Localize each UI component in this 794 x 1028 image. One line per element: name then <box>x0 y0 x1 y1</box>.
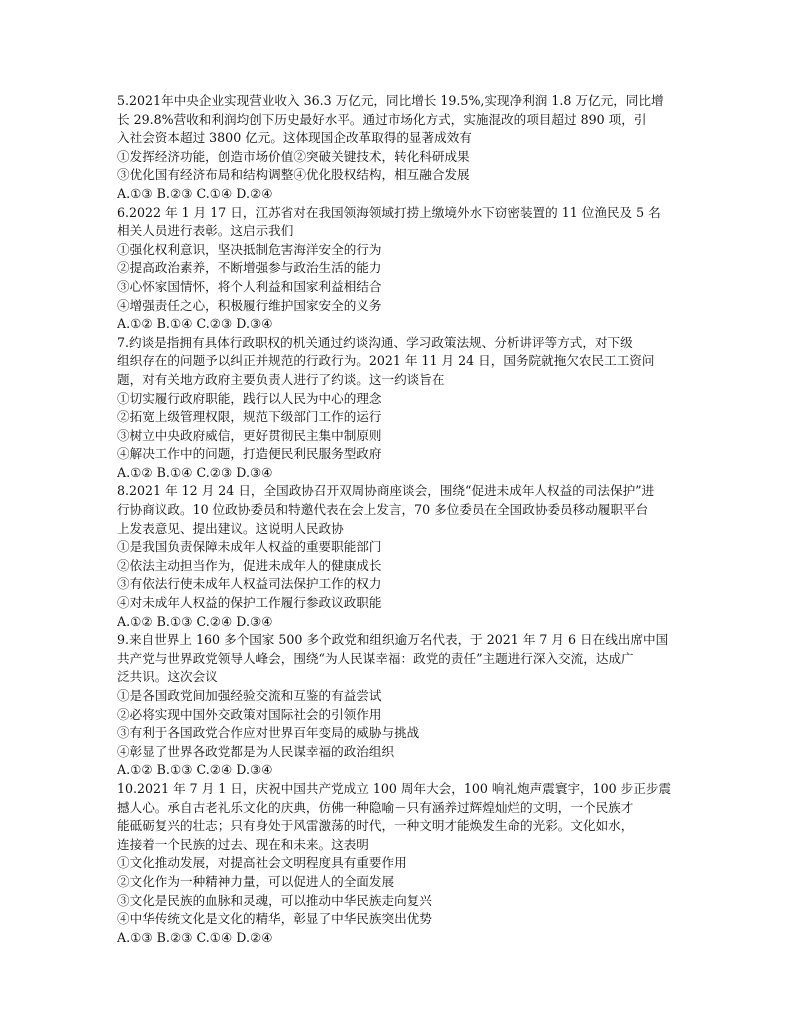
statement-option-line: ③有依法行使未成年人权益司法保护工作的权力 <box>117 576 382 592</box>
question-stem-line: 上发表意见、提出建议。这说明人民政协 <box>117 520 344 536</box>
question-block <box>117 334 685 483</box>
question-block <box>117 204 685 334</box>
statement-option-line: ②文化作为一种精神力量，可以促进人的全面发展 <box>117 873 395 889</box>
statement-option-line: ③树立中央政府威信，更好贯彻民主集中制原则 <box>117 427 382 443</box>
statement-option-line: ①是各国政党间加强经验交流和互鉴的有益尝试 <box>117 688 382 703</box>
statement-option-line: ③心怀家国情怀，将个人利益和国家利益相结合 <box>117 278 382 294</box>
statement-option-line: ④中华传统文化是文化的精华，彰显了中华民族突出优势 <box>117 911 432 927</box>
question-stem-line: 6.2022 年 1 月 17 日，江苏省对在我国领海领域打捞上缴境外水下窃密装置的 11 位渔民及 5 名 <box>117 204 661 220</box>
statement-option-line: ④解决工作中的问题，打造便民利民服务型政府 <box>117 446 382 462</box>
question-block <box>117 780 685 947</box>
statement-option-line: ③文化是民族的血脉和灵魂，可以推动中华民族走向复兴 <box>117 892 432 908</box>
question-block <box>117 92 685 204</box>
answer-choices: A.①② B.①④ C.②③ D.③④ <box>117 316 273 332</box>
question-stem-line: 题，对有关地方政府主要负责人进行了约谈。这一约谈旨在 <box>117 371 445 387</box>
answer-choices: A.①② B.①③ C.②④ D.③④ <box>117 613 273 629</box>
question-stem-line: 连接着一个民族的过去、现在和未来。这表明 <box>117 836 369 852</box>
statement-option-line: ③优化国有经济布局和结构调整④优化股权结构，相互融合发展 <box>117 167 470 183</box>
question-stem-line: 长 29.8%营收和利润均创下历史最好水平。通过市场化方式，实施混改的项目超过 890 项，引 <box>117 111 647 127</box>
question-stem-line: 9.来自世界上 160 多个国家 500 多个政党和组织逾万名代表，于 2021 年 7 月 6 日在线出席中国 <box>117 632 669 648</box>
answer-choices: A.①② B.①④ C.②③ D.③④ <box>117 464 273 480</box>
statement-option-line: ④增强责任之心，积极履行维护国家安全的义务 <box>117 297 382 313</box>
question-stem-line: 5.2021年中央企业实现营业收入 36.3 万亿元，同比增长 19.5%,实现净利润 1.8 万亿元，同比增 <box>117 93 664 108</box>
question-stem-line: 能砥砺复兴的壮志；只有身处于风雷激荡的时代，一种文明才能焕发生命的光彩。文化如水， <box>117 818 634 834</box>
statement-option-line: ①发挥经济功能，创造市场价值②突破关键技术，转化科研成果 <box>117 148 470 164</box>
statement-option-line: ②拓宽上级管理权限，规范下级部门工作的运行 <box>117 409 382 425</box>
statement-option-line: ①强化权利意识，坚决抵制危害海洋安全的行为 <box>117 241 382 257</box>
statement-option-line: ①是我国负责保障未成年人权益的重要职能部门 <box>117 539 382 555</box>
question-block <box>117 482 685 631</box>
question-stem-line: 泛共识。这次会议 <box>117 669 218 685</box>
statement-option-line: ④彰显了世界各政党都是为人民谋幸福的政治组织 <box>117 743 395 759</box>
question-stem-line: 7.约谈是指拥有具体行政职权的机关通过约谈沟通、学习政策法规、分析讲评等方式，对下级 <box>117 334 633 350</box>
answer-choices: A.①③ B.②③ C.①④ D.②④ <box>117 929 273 945</box>
exam-page <box>117 92 685 947</box>
statement-option-line: ②提高政治素养，不断增强参与政治生活的能力 <box>117 260 382 276</box>
question-stem-line: 行协商议政。10 位政协委员和特邀代表在会上发言，70 多位委员在全国政协委员移动履职平台 <box>117 502 649 518</box>
question-stem-line: 10.2021 年 7 月 1 日，庆祝中国共产党成立 100 周年大会，100 响礼炮声震寰宇，100 步正步震 <box>117 780 672 796</box>
answer-choices: A.①③ B.②③ C.①④ D.②④ <box>117 185 273 201</box>
statement-option-line: ④对未成年人权益的保护工作履行参政议政职能 <box>117 595 382 611</box>
statement-option-line: ①文化推动发展，对提高社会文明程度具有重要作用 <box>117 855 407 871</box>
question-stem-line: 入社会资本超过 3800 亿元。这体现国企改革取得的显著成效有 <box>117 130 472 146</box>
statement-option-line: ②必将实现中国外交政策对国际社会的引领作用 <box>117 706 382 722</box>
question-stem-line: 撼人心。承自古老礼乐文化的庆典，仿佛一种隐喻－只有涵养过辉煌灿烂的文明，一个民族才 <box>117 799 634 815</box>
question-stem-line: 8.2021 年 12 月 24 日，全国政协召开双周协商座谈会，围绕“促进未成年人权益的司法保护”进 <box>117 483 655 499</box>
statement-option-line: ③有利于各国政党合作应对世界百年变局的威胁与挑战 <box>117 725 420 741</box>
answer-choices: A.①② B.①③ C.②④ D.③④ <box>117 762 273 778</box>
question-stem-line: 共产党与世界政党领导人峰会，围绕“为人民谋幸福：政党的责任”主题进行深入交流，达成广 <box>117 650 634 666</box>
statement-option-line: ①切实履行政府职能，践行以人民为中心的理念 <box>117 390 382 406</box>
question-stem-line: 组织存在的问题予以纠正并规范的行政行为。2021 年 11 月 24 日，国务院就拖欠农民工工资问 <box>117 353 655 369</box>
question-block <box>117 631 685 780</box>
question-stem-line: 相关人员进行表彰。这启示我们 <box>117 223 294 239</box>
statement-option-line: ②依法主动担当作为，促进未成年人的健康成长 <box>117 557 382 573</box>
